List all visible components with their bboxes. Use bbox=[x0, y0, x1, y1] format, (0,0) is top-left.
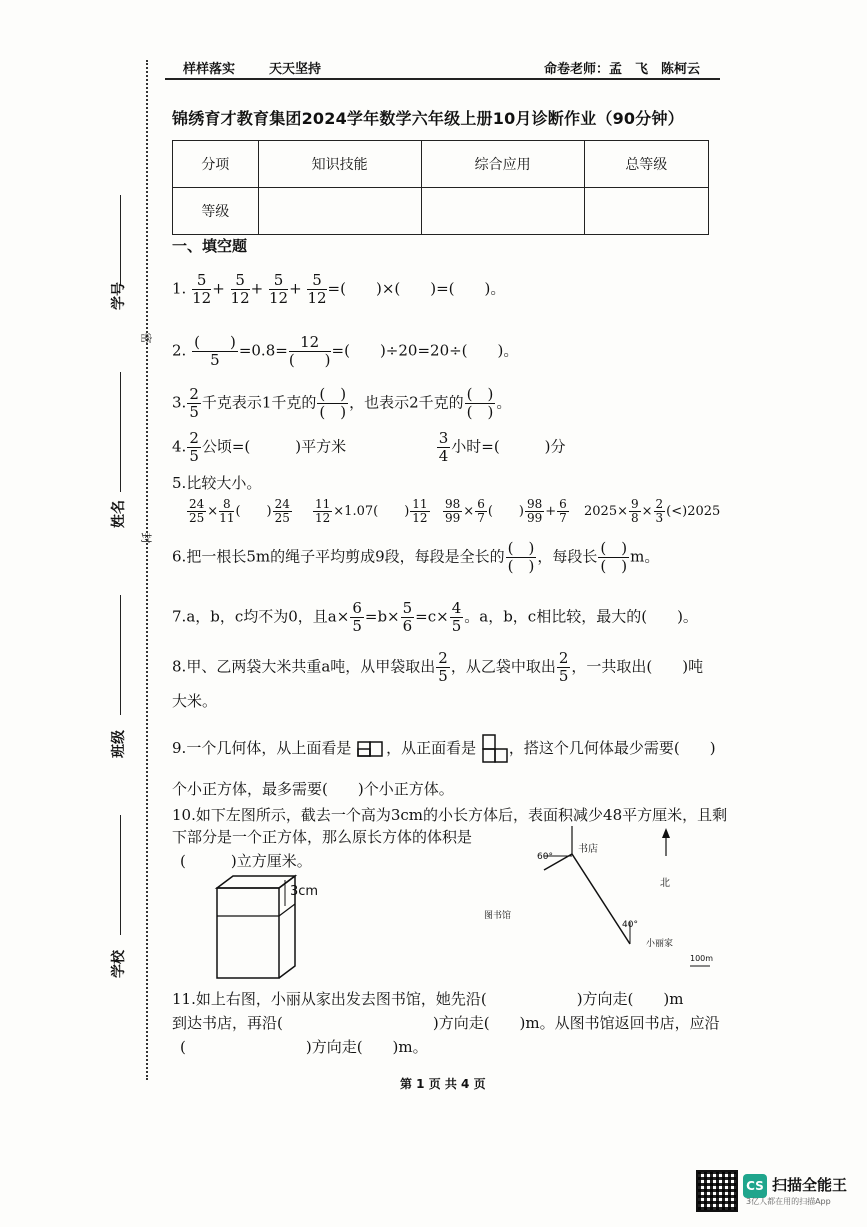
qr-code-icon bbox=[696, 1170, 738, 1212]
library-label: 图书馆 bbox=[484, 911, 512, 921]
school-label: 学校 bbox=[111, 950, 127, 978]
grade-row-label: 等级 bbox=[173, 188, 259, 235]
name-label: 姓名 bbox=[111, 500, 127, 528]
angle-60-label: 60° bbox=[537, 852, 553, 862]
question-5: 5.比较大小。 bbox=[172, 474, 262, 492]
page-title: 锦绣育才教育集团2024学年数学六年级上册10月诊断作业（90分钟） bbox=[172, 109, 684, 128]
question-9: 9.一个几何体，从上面看是 ，从正面看是 ，搭这个几何体最少需要( ) bbox=[172, 734, 716, 764]
answer-line bbox=[120, 195, 121, 285]
comparison-3: $\frac{98}{99}$ × $\frac{6}{7}$ ( ) $\frac{98}{99}$ + $\frac{6}{7}$ bbox=[445, 497, 567, 525]
question-10-cont: 下部分是一个正方体，那么原长方体的体积是 bbox=[172, 828, 473, 846]
question-11: 11.如上右图，小丽从家出发去图书馆，她先沿( )方向走( )m bbox=[172, 990, 684, 1008]
question-8: 8.甲、乙两袋大米共重a吨，从甲袋取出 $\frac{2}{5}$ ，从乙袋中取出 $\frac{2}{5}$ ，一共取出( )吨 bbox=[172, 649, 704, 685]
grade-cell[interactable] bbox=[421, 188, 584, 235]
comparison-2: $\frac{11}{12}$ ×1.07( ) $\frac{11}{12}$ bbox=[315, 497, 428, 525]
north-label: 北 bbox=[660, 878, 670, 889]
comparison-1: $\frac{24}{25}$ × $\frac{8}{11}$ ( ) $\frac{24}{25}$ bbox=[189, 497, 290, 525]
class-label: 班级 bbox=[111, 730, 127, 758]
page-number: 第 1 页 共 4 页 bbox=[400, 1077, 486, 1091]
grade-header: 分项 bbox=[173, 141, 259, 188]
answer-line bbox=[120, 815, 121, 935]
answer-line bbox=[120, 372, 121, 492]
question-10-answer: ( )立方厘米。 bbox=[180, 852, 312, 870]
question-6: 6.把一根长5m的绳子平均剪成9段，每段是全长的 $\frac{( )}{( )}$ ，每段长 $\frac{( )}{( )}$ m。 bbox=[172, 539, 660, 575]
grade-cell[interactable] bbox=[584, 188, 708, 235]
camscanner-name: 扫描全能王 bbox=[772, 1176, 848, 1194]
header-teachers: 命卷老师：孟 飞 陈柯云 bbox=[543, 62, 700, 77]
question-3: 3. $\frac{2}{5}$ 千克表示1千克的 $\frac{( )}{( )}$ ，也表示2千克的 $\frac{( )}{( )}$ 。 bbox=[172, 385, 512, 421]
grade-cell[interactable] bbox=[258, 188, 421, 235]
question-4: 4. $\frac{2}{5}$ 公顷=( )平方米 $\frac{3}{4}$ 小时=( )分 bbox=[172, 429, 566, 465]
camscanner-tagline: 3亿人都在用的扫描App bbox=[746, 1197, 831, 1206]
question-10: 10.如下左图所示，截去一个高为3cm的小长方体后，表面积减少48平方厘米，且剩 bbox=[172, 806, 728, 824]
question-8-cont: 大米。 bbox=[172, 692, 218, 710]
question-11-cont2: ( )方向走( )m。 bbox=[180, 1038, 428, 1056]
direction-map bbox=[500, 826, 720, 986]
question-1: 1. $\frac{5}{12}$ + $\frac{5}{12}$ + $\frac{5}{12}$ + $\frac{5}{12}$ =( )×( )=( )。 bbox=[172, 271, 506, 307]
home-label: 小丽家 bbox=[646, 939, 674, 949]
question-7: 7.a，b，c均不为0，且a× $\frac{6}{5}$ =b× $\frac{5}{6}$ =c× $\frac{4}{5}$ 。a，b，c相比较，最大的( )。 bbox=[172, 599, 698, 635]
front-view-icon bbox=[481, 734, 509, 764]
seal-mark: 封 bbox=[139, 532, 153, 544]
header-motto-2: 天天坚持 bbox=[269, 62, 322, 77]
question-9-cont: 个小正方体，最多需要( )个小正方体。 bbox=[172, 780, 454, 798]
bookstore-label: 书店 bbox=[578, 844, 598, 855]
question-11-cont: 到达书店，再沿( )方向走( )m。从图书馆返回书店，应沿 bbox=[172, 1014, 720, 1032]
grade-header: 总等级 bbox=[584, 141, 708, 188]
top-view-icon bbox=[356, 739, 386, 759]
scale-label: 100m bbox=[690, 954, 714, 963]
page-header bbox=[165, 52, 720, 80]
student-id-label: 学号 bbox=[111, 282, 127, 310]
angle-40-label: 40° bbox=[622, 920, 638, 930]
comparison-4: 2025× $\frac{9}{8}$ × $\frac{2}{3}$ (<)2025 bbox=[584, 497, 721, 525]
header-motto-1: 样样落实 bbox=[183, 62, 236, 77]
camscanner-logo-icon: CS bbox=[743, 1174, 767, 1198]
question-2: 2. $\frac{( )}{5}$ =0.8= $\frac{12}{( )}$ =( )÷20=20÷( )。 bbox=[172, 333, 519, 369]
grade-table bbox=[172, 140, 709, 235]
binding-line bbox=[146, 60, 148, 1080]
answer-line bbox=[120, 595, 121, 715]
seal-mark: 密 bbox=[139, 332, 153, 344]
cut-height-label: 3cm bbox=[290, 884, 319, 899]
grade-header: 综合应用 bbox=[421, 141, 584, 188]
grade-header: 知识技能 bbox=[258, 141, 421, 188]
section-fill-blank: 一、填空题 bbox=[172, 237, 248, 255]
